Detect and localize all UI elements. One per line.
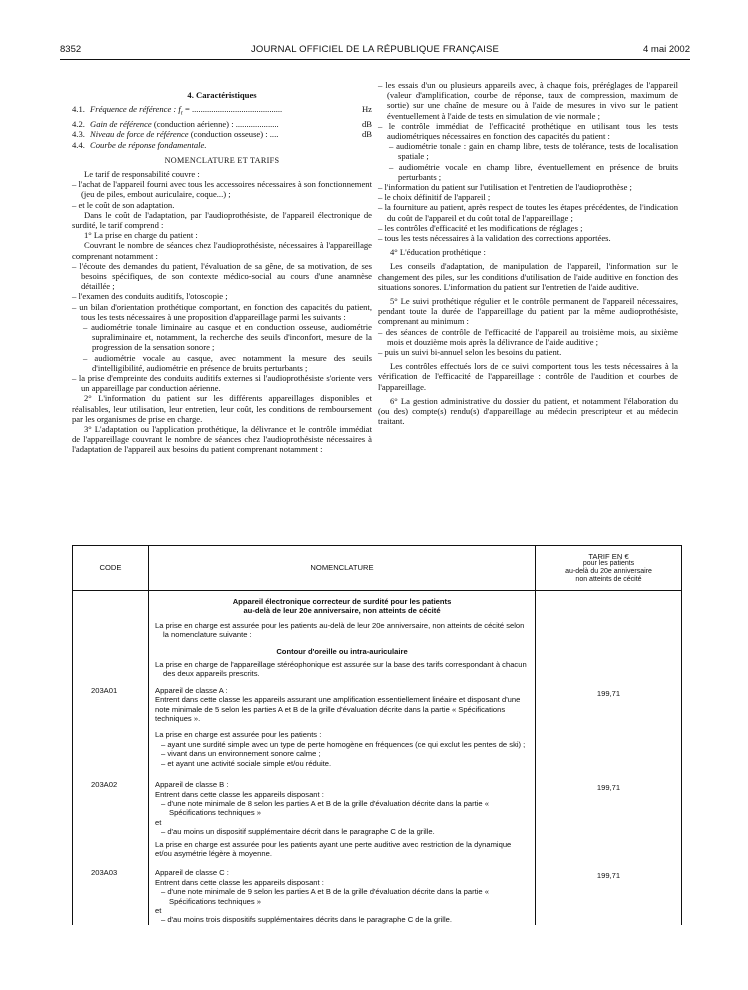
paragraph: 4° L'éducation prothétique :	[390, 247, 486, 258]
class-title: Appareil de classe C :	[155, 868, 229, 878]
nomenclature-heading: NOMENCLATURE ET TARIFS	[164, 155, 280, 165]
list-item: – des séances de contrôle de l'efficacité de l'appareil au troisième mois, au sixième mois et douzième mois après la délivrance de l'aide auditive ;	[378, 326, 678, 347]
list-item: – d'au moins un dispositif supplémentaire décrit dans le paragraphe C de la grille.	[161, 827, 435, 837]
list-connector: et	[155, 905, 162, 915]
spec-item: 4.4. Courbe de réponse fondamentale.	[72, 139, 207, 150]
list-item: – d'une note minimale de 8 selon les parties A et B de la grille d'évaluation décrite dans la partie « Spécifications techniques »	[161, 798, 489, 818]
list-item: – puis un suivi bi-annuel selon les besoins du patient.	[378, 347, 562, 358]
table-subtitle: Contour d'oreille ou intra-auriculaire	[276, 646, 408, 656]
paragraph: 1° La prise en charge du patient :	[84, 230, 198, 241]
list-item: – l'écoute des demandes du patient, l'évaluation de sa gêne, de sa motivation, de ses besoins spécifiques, de son contexte médico-social au cours d'une anamnèse détaillée ;	[72, 260, 372, 292]
tarif-cell: 199,71	[536, 864, 682, 924]
table-intro: La prise en charge est assurée pour les patients au-delà de leur 20e anniversaire, non atteints de cécité selon la nomenclature suivante :	[155, 620, 525, 640]
left-column	[72, 90, 372, 455]
list-item: – l'achat de l'appareil fourni avec tous les accessoires nécessaires à son fonctionnement (jeu de piles, embout auriculaire, coque...) ;	[72, 179, 372, 200]
section-title: 4. Caractéristiques	[187, 90, 257, 100]
nomenclature-table	[72, 545, 682, 925]
code-cell: 203A01	[73, 679, 149, 774]
list-item: – tous les tests nécessaires à la validation des corrections apportées.	[378, 233, 611, 244]
table-row	[73, 679, 682, 774]
sub-list-item: – audiométrie vocale en champ libre, éventuellement en présence de bruits perturbants ;	[389, 161, 678, 182]
spec-item: 4.3. Niveau de force de référence (conduction osseuse) : .... dB	[72, 129, 372, 140]
list-item: – l'examen des conduits auditifs, l'otoscopie ;	[72, 291, 228, 302]
page-header	[60, 44, 690, 58]
list-item: – et le coût de son adaptation.	[72, 199, 175, 210]
tarif-cell: 199,71	[536, 679, 682, 774]
list-connector: et	[155, 817, 162, 827]
table-row	[73, 774, 682, 864]
table-title: Appareil électronique correcteur de surdité pour les patients	[232, 597, 452, 606]
list-item: – les contrôles d'efficacité et les modifications de réglages ;	[378, 222, 583, 233]
table-header-row	[73, 546, 682, 591]
list-item: – la fourniture au patient, après respect de toutes les étapes précédentes, de l'indication du coût de l'appareil et du coût total de l'appareillage ;	[378, 202, 678, 223]
issue-date: 4 mai 2002	[642, 44, 690, 55]
paragraph: 5° Le suivi prothétique régulier et le contrôle permanent de l'appareil nécessaires, pendant toute la durée de l'appareillage du patient par la même audioprothésiste, comprenant au minimum :	[378, 296, 678, 327]
class-description: Entrent dans cette classe les appareils disposant :	[155, 789, 324, 799]
table-row	[73, 591, 682, 679]
class-title: Appareil de classe B :	[155, 780, 229, 790]
list-item: – d'une note minimale de 9 selon les parties A et B de la grille d'évaluation décrite dans la partie « Spécifications techniques »	[161, 887, 489, 906]
class-title: Appareil de classe A :	[155, 685, 228, 695]
header-rule	[60, 59, 690, 60]
paragraph: 3° L'adaptation ou l'application prothétique, la délivrance et le contrôle immédiat de l'appareillage couvrant le nombre de séances chez l'audioprothésiste nécessaires à l'adaptation de l'appareil aux besoins du patient comprenant notamment :	[72, 424, 372, 455]
paragraph: Le tarif de responsabilité couvre :	[84, 168, 200, 179]
list-item: – l'information du patient sur l'utilisation et l'entretien de l'audioprothèse ;	[378, 182, 632, 193]
class-footer: La prise en charge est assurée pour les patients ayant une perte auditive avec restriction de la dynamique et/ou asymétrie légère à moyenne.	[155, 839, 512, 858]
column-header-nomenclature: NOMENCLATURE	[149, 546, 536, 591]
class-description: La prise en charge est assurée pour les patients :	[155, 730, 322, 740]
list-item: – le contrôle immédiat de l'efficacité prothétique en utilisant tous les tests audiométriques nécessaires en fonction des capacités du patient :	[378, 120, 678, 142]
list-item: – un bilan d'orientation prothétique comportant, en fonction des capacités du patient, tous les tests nécessaires à une proposition d'appareillage parmi les suivants :	[72, 301, 372, 322]
list-item: – les essais d'un ou plusieurs appareils avec, à chaque fois, préréglages de l'appareil (valeur d'amplification, courbe de réponse, taux de compression, maximum de sortie) sur une chaîne de mesure ou à l'aide de mesures in vivo sur le patient éventuellement à l'aide de tests en simulation de vie normale ;	[378, 80, 678, 121]
sub-list-item: – audiométrie vocale au casque, avec notamment la mesure des seuils d'intelligibilité, audiométrie en présence de bruits perturbants ;	[83, 352, 372, 373]
table-stereo-note: La prise en charge de l'appareillage stéréophonique est assurée sur la base des tarifs correspondant à chacun des deux appareils prescrits.	[155, 660, 527, 679]
list-item: – ayant une surdité simple avec un type de perte homogène en fréquences (ce qui exclut les pentes de ski) ;	[161, 739, 526, 749]
page-number: 8352	[60, 44, 82, 55]
paragraph: Les contrôles effectués lors de ce suivi comportent tous les tests nécessaires à la vérification de l'efficacité de l'appareillage : contrôle de l'audition et courbes de l'appareillage.	[378, 361, 678, 392]
list-item: – le choix définitif de l'appareil ;	[378, 192, 491, 203]
class-description: Entrent dans cette classe les appareils assurant une amplification essentiellement linéaire et disposant d'une note minimale de 5 selon les parties A et B de la grille d'évaluation décrite dans la partie « Spécifications techniques ».	[155, 695, 521, 724]
sub-list-item: – audiométrie tonale : gain en champ libre, tests de tolérance, tests de localisation spatiale ;	[389, 141, 678, 162]
column-header-code: CODE	[73, 546, 149, 591]
code-cell: 203A03	[73, 864, 149, 924]
table-row	[73, 864, 682, 924]
column-header-tarif: TARIF EN € pour les patients au-delà du 20e anniversaire non atteints de cécité	[536, 546, 682, 591]
paragraph: Les conseils d'adaptation, de manipulation de l'appareil, l'information sur le changement des piles, sur les conditions d'utilisation de l'aide auditive en fonction des situations sonores. L'information du patient sur l'entretien de l'aide auditive.	[378, 261, 678, 292]
spec-item: 4.1. Fréquence de référence : $f_r$ = .......................................... Hz	[72, 104, 372, 117]
tarif-cell: 199,71	[536, 774, 682, 864]
list-item: – la prise d'empreinte des conduits auditifs externes si l'audioprothésiste s'oriente vers un appareillage par conduction aérienne.	[72, 373, 372, 394]
right-column	[378, 80, 678, 427]
paragraph: Couvrant le nombre de séances chez l'audioprothésiste, nécessaires à l'appareillage comprenant notamment :	[72, 240, 372, 261]
list-item: – d'au moins trois dispositifs supplémentaires décrits dans le paragraphe C de la grille.	[161, 915, 453, 925]
paragraph: 6° La gestion administrative du dossier du patient, et notamment l'élaboration du (ou des) compte(s) rendu(s) d'appareillage au médecin prescripteur et au médecin traitant.	[378, 395, 678, 427]
class-description: Entrent dans cette classe les appareils disposant :	[155, 877, 324, 887]
code-cell: 203A02	[73, 774, 149, 864]
sub-list-item: – audiométrie tonale liminaire au casque et en conduction osseuse, audiométrie supraliminaire et, notamment, la recherche des seuils d'inconfort, mesure de la progression de la sensation sonore ;	[83, 321, 372, 353]
list-item: – et ayant une activité sociale simple et/ou réduite.	[161, 758, 332, 768]
list-item: – vivant dans un environnement sonore calme ;	[161, 749, 321, 759]
paragraph: 2° L'information du patient sur les différents appareillages disponibles et réalisables, leur utilisation, leur entretien, leur coût, les conditions de remboursement par les organismes de prise en charge.	[72, 393, 372, 424]
table-title: au-delà de leur 20e anniversaire, non atteints de cécité	[243, 606, 441, 616]
journal-title: JOURNAL OFFICIEL DE LA RÉPUBLIQUE FRANÇAISE	[250, 44, 500, 55]
spec-item: 4.2. Gain de référence (conduction aérienne) : .................... dB	[72, 119, 372, 130]
paragraph: Dans le coût de l'adaptation, par l'audioprothésiste, de l'appareil électronique de surdité, le tarif comprend :	[72, 209, 372, 230]
